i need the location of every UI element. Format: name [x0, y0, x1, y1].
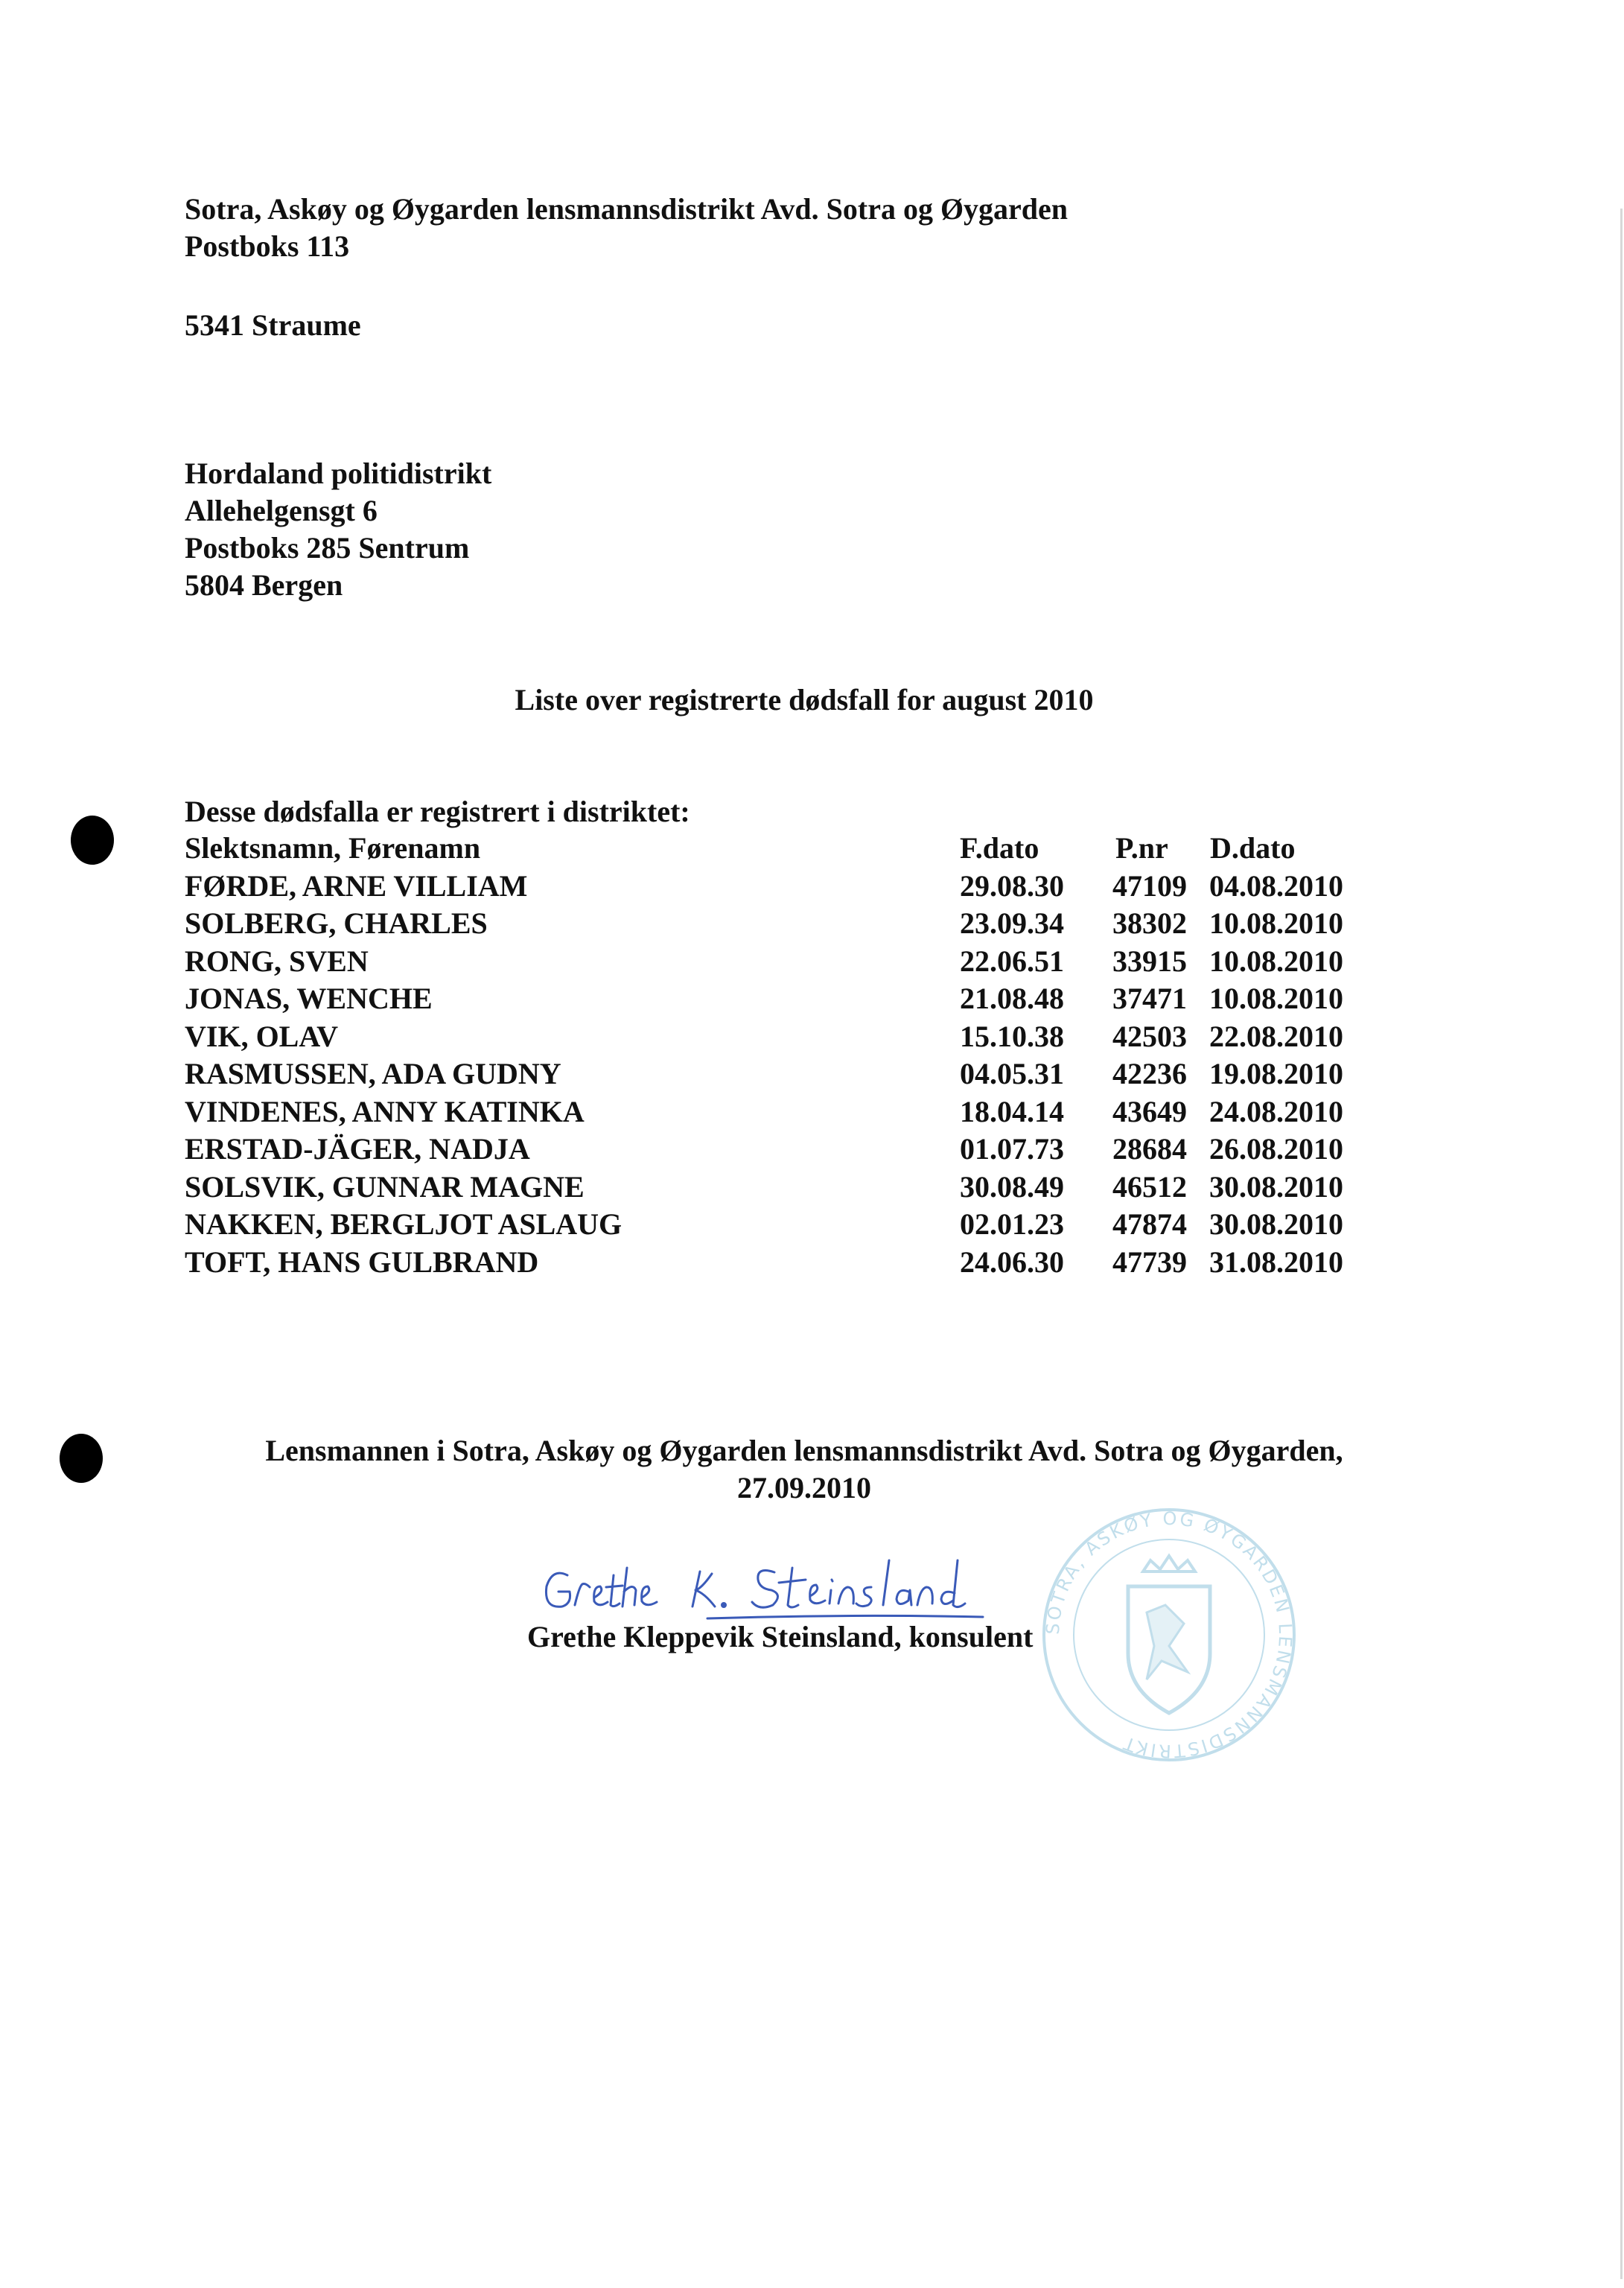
cell-person-number: 37471: [1112, 982, 1187, 1015]
recipient-line: Allehelgensgt 6: [185, 494, 378, 527]
cell-name: RASMUSSEN, ADA GUDNY: [185, 1057, 561, 1090]
recipient-line: Hordaland politidistrikt: [185, 457, 492, 490]
cell-person-number: 38302: [1112, 906, 1187, 940]
table-row: [185, 980, 1413, 1018]
deaths-table: [185, 830, 1413, 1281]
handwritten-signature: [536, 1545, 1087, 1627]
sender-postbox: Postboks 113: [185, 229, 350, 263]
table-row: [185, 1055, 1413, 1093]
cell-name: VIK, OLAV: [185, 1019, 338, 1053]
cell-name: FØRDE, ARNE VILLIAM: [185, 868, 528, 903]
scan-edge-line: [1620, 209, 1623, 2279]
cell-name: SOLBERG, CHARLES: [185, 906, 488, 940]
recipient-line: 5804 Bergen: [185, 568, 343, 602]
table-header-row: [185, 830, 1413, 868]
cell-person-number: 42236: [1112, 1057, 1187, 1090]
table-row: [185, 1093, 1413, 1131]
sender-city: 5341 Straume: [185, 308, 361, 342]
cell-death-date: 30.08.2010: [1209, 1207, 1343, 1241]
cell-name: SOLSVIK, GUNNAR MAGNE: [185, 1169, 585, 1204]
cell-birth-date: 30.08.49: [960, 1169, 1064, 1204]
cell-person-number: 43649: [1112, 1094, 1187, 1128]
cell-death-date: 22.08.2010: [1209, 1019, 1343, 1053]
cell-name: RONG, SVEN: [185, 944, 369, 978]
cell-name: ERSTAD-JÄGER, NADJA: [185, 1132, 530, 1166]
recipient-line: Postboks 285 Sentrum: [185, 531, 470, 565]
table-row: [185, 1244, 1413, 1282]
cell-death-date: 30.08.2010: [1209, 1169, 1343, 1204]
cell-birth-date: 22.06.51: [960, 944, 1064, 978]
cell-birth-date: 29.08.30: [960, 868, 1064, 903]
cell-death-date: 04.08.2010: [1209, 868, 1343, 903]
cell-person-number: 28684: [1112, 1132, 1187, 1166]
cell-name: NAKKEN, BERGLJOT ASLAUG: [185, 1207, 622, 1241]
table-row: [185, 1169, 1413, 1207]
cell-person-number: 33915: [1112, 944, 1187, 978]
cell-birth-date: 02.01.23: [960, 1207, 1064, 1241]
cell-person-number: 46512: [1112, 1169, 1187, 1204]
cell-death-date: 24.08.2010: [1209, 1094, 1343, 1128]
signer-name: Grethe Kleppevik Steinsland, konsulent: [527, 1620, 1034, 1653]
punch-hole-top: [71, 816, 114, 865]
cell-person-number: 47874: [1112, 1207, 1187, 1241]
sender-office: Sotra, Askøy og Øygarden lensmannsdistrikt Avd. Sotra og Øygarden: [185, 192, 1069, 226]
cell-birth-date: 01.07.73: [960, 1132, 1064, 1166]
cell-name: TOFT, HANS GULBRAND: [185, 1245, 539, 1279]
header-birth-date: F.dato: [960, 831, 1039, 865]
closing-block: [0, 1432, 1608, 1507]
cell-birth-date: 24.06.30: [960, 1245, 1064, 1279]
table-row: [185, 868, 1413, 906]
official-stamp: [1035, 1501, 1303, 1769]
closing-date: 27.09.2010: [737, 1471, 871, 1504]
table-row: [185, 1018, 1413, 1056]
cell-death-date: 10.08.2010: [1209, 906, 1343, 940]
cell-name: VINDENES, ANNY KATINKA: [185, 1094, 585, 1128]
header-person-number: P.nr: [1115, 831, 1168, 865]
cell-name: JONAS, WENCHE: [185, 982, 433, 1015]
cell-birth-date: 18.04.14: [960, 1094, 1064, 1128]
list-intro: Desse dødsfalla er registrert i distriktet:: [185, 795, 690, 828]
cell-birth-date: 04.05.31: [960, 1057, 1064, 1090]
table-row: [185, 1131, 1413, 1169]
recipient-address: [185, 455, 491, 604]
cell-death-date: 10.08.2010: [1209, 944, 1343, 978]
closing-office: Lensmannen i Sotra, Askøy og Øygarden lensmannsdistrikt Avd. Sotra og Øygarden,: [265, 1434, 1343, 1467]
cell-person-number: 47109: [1112, 868, 1187, 903]
sender-address: [185, 191, 1068, 265]
cell-death-date: 10.08.2010: [1209, 982, 1343, 1015]
document-title: Liste over registrerte dødsfall for august 2010: [515, 683, 1094, 716]
cell-birth-date: 23.09.34: [960, 906, 1064, 940]
table-row: [185, 1206, 1413, 1244]
header-death-date: D.dato: [1210, 831, 1296, 865]
table-row: [185, 943, 1413, 981]
cell-birth-date: 15.10.38: [960, 1019, 1064, 1053]
cell-death-date: 31.08.2010: [1209, 1245, 1343, 1279]
cell-death-date: 19.08.2010: [1209, 1057, 1343, 1090]
stamp-text: SOTRA, ASKØY OG ØYGARDEN LENSMANNSDISTRIKT: [1042, 1507, 1296, 1762]
cell-death-date: 26.08.2010: [1209, 1132, 1343, 1166]
cell-person-number: 42503: [1112, 1019, 1187, 1053]
table-row: [185, 905, 1413, 943]
cell-person-number: 47739: [1112, 1245, 1187, 1279]
table-body: [185, 868, 1413, 1282]
header-name: Slektsnamn, Førenamn: [185, 831, 481, 865]
cell-birth-date: 21.08.48: [960, 982, 1064, 1015]
